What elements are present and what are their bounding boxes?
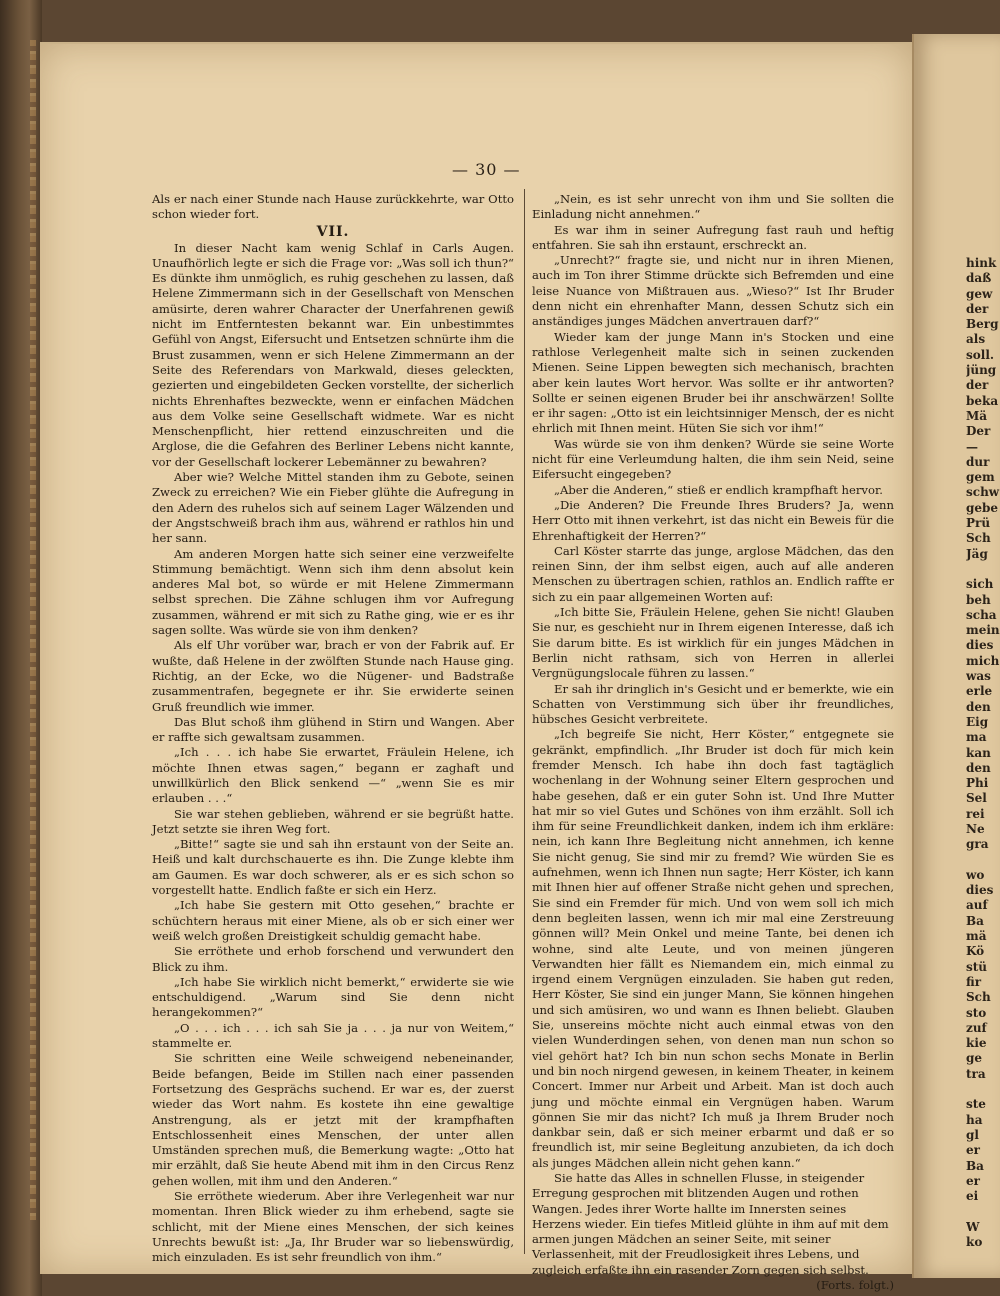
left-column xyxy=(152,192,514,1265)
paragraph: Sie erröthete und erhob forschend und verwundert den Blick zu ihm. xyxy=(152,944,514,974)
paragraph: Am anderen Morgen hatte sich seiner eine verzweifelte Stimmung bemächtigt. Wenn sich ihm denn absolut kein anderes Mal bot, so würde er mit Helene Zimmermann selbst sprechen. Die Zähne schlugen ihm vor Aufregung zusammen, während er mit sich zu Rathe ging, wie er es ihr sagen sollte. Was würde sie von ihm denken? xyxy=(152,546,514,638)
facing-page-line: kan xyxy=(966,745,991,760)
facing-page-line: scha xyxy=(966,607,997,622)
facing-page-line: fir xyxy=(966,974,982,989)
facing-page-line: beka xyxy=(966,393,999,408)
facing-page-line: er xyxy=(966,1143,980,1158)
facing-page-line: Kö xyxy=(966,944,985,959)
facing-page xyxy=(912,34,1000,1278)
facing-page-line: er xyxy=(966,1173,980,1188)
facing-page-line: wo xyxy=(966,867,985,882)
book-spine xyxy=(0,0,42,1296)
page-number: — 30 — xyxy=(452,160,521,179)
facing-page-line: stü xyxy=(966,959,988,974)
facing-page-line: — xyxy=(966,439,978,454)
facing-page-line: tra xyxy=(966,1066,986,1081)
paragraph: „Die Anderen? Die Freunde Ihres Bruders? Ja, wenn Herr Otto mit ihnen verkehrt, ist das nicht ein Beweis für die Ehrenhaftigkeit der Herren?“ xyxy=(532,497,894,543)
chapter-heading: VII. xyxy=(316,223,350,240)
last-paragraph xyxy=(532,1171,894,1293)
facing-page-line: kie xyxy=(966,1036,987,1051)
paragraph: „Ich bitte Sie, Fräulein Helene, gehen Sie nicht! Glauben Sie nur, es geschieht nur in Ihrem eigenen Interesse, daß ich Sie darum bitte. Es ist wirklich für ein junges Mädchen in Berlin nicht rathsam, sich von Herren in allerlei Vergnügungslocale führen zu lassen.“ xyxy=(532,605,894,681)
facing-page-line: ei xyxy=(966,1189,979,1204)
paragraph: „Ich begreife Sie nicht, Herr Köster,“ entgegnete sie gekränkt, empfindlich. „Ihr Bruder ist doch für mich kein fremder Mensch. Ich habe ihn doch fast tagtäglich wochenlang in der Wohnung seiner Eltern gesprochen und habe gesehen, daß er ein guter Sohn ist. Und Ihre Mutter hat mir so viel Gutes und Schönes von ihm erzählt. Soll ich ihm für seine Freundlichkeit danken, indem ich ihm erkläre: nein, ich kann Ihre Begleitung nicht annehmen, ich kenne Sie nicht genug, Sie sind mir zu fremd? Wie würden Sie es aufnehmen, wenn ich Ihnen nun sagte; Herr Köster, ich kann mit Ihnen hier auf offener Straße nicht gehen und sprechen, Sie sind ein Fremder für mich. Und von wem soll ich mich denn begleiten lassen, wenn ich mir mal eine Zerstreuung gönnen will? Mein Onkel und meine Tante, bei denen ich wohne, sind alte Leute, und von meinen jüngeren Verwandten hier fällt es Niemandem ein, mich einmal zu irgend einem Vergnügen einzuladen. Sie haben gut reden, Herr Köster, Sie sind ein junger Mann, Sie können hingehen und sich amüsiren, wo und wann es Ihnen beliebt. Glauben Sie, unsereins möchte nicht auch einmal etwas von den vielen Wunderdingen sehen, von denen man nun schon so viel gehört hat? Ich bin nun schon sechs Monate in Berlin und bin noch nirgend gewesen, in keinem Theater, in keinem Concert. Immer nur Arbeit und Arbeit. Man ist doch auch jung und möchte einmal ein Vergnügen haben. Warum gönnen Sie mir das nicht? Ich muß ja Ihrem Bruder noch dankbar sein, daß er sich meiner erbarmt und daß er so freundlich ist, mir seine Begleitung anzubieten, da ich doch als junges Mädchen allein nicht gehen kann.“ xyxy=(532,727,894,1170)
facing-page-line: Der xyxy=(966,424,991,439)
facing-page-line: der xyxy=(966,301,989,316)
facing-page-line: als xyxy=(966,332,986,347)
opening-paragraph: Als er nach einer Stunde nach Hause zurückkehrte, war Otto schon wieder fort. xyxy=(152,192,514,222)
facing-page-line: Phi xyxy=(966,776,989,791)
paragraph: „Unrecht?“ fragte sie, und nicht nur in ihren Mienen, auch im Ton ihrer Stimme drückte sich Befremden und eine leise Nuance von Mißtrauen aus. „Wieso?“ Ist Ihr Bruder denn nicht ein ehrenhafter Mann, dessen Schutz sich ein anständiges junges Mädchen anvertrauen darf?“ xyxy=(532,253,894,329)
facing-page-line xyxy=(966,1204,1000,1219)
right-column xyxy=(532,192,894,1293)
facing-page-line: Sel xyxy=(966,791,987,806)
facing-page-line: soll. xyxy=(966,347,995,362)
facing-page-line: Ba xyxy=(966,913,984,928)
column-divider xyxy=(524,189,525,1254)
facing-page-line: daß xyxy=(966,271,992,286)
paragraph: Aber wie? Welche Mittel standen ihm zu Gebote, seinen Zweck zu erreichen? Wie ein Fieber glühte die Aufregung in den Adern des ruhelos sich auf seinem Lager Wälzenden und der Angstschweiß brach ihm aus, während er rathlos hin und her sann. xyxy=(152,470,514,546)
facing-page-line: Sch xyxy=(966,531,991,546)
facing-page-line: sto xyxy=(966,1005,987,1020)
paragraph: Das Blut schoß ihm glühend in Stirn und Wangen. Aber er raffte sich gewaltsam zusammen. xyxy=(152,714,514,745)
paragraph: Sie schritten eine Weile schweigend nebeneinander, Beide befangen, Beide im Stillen nach einer passenden Fortsetzung des Gesprächs suchend. Er war es, der zuerst wieder das Wort nahm. Es kostete ihn eine gewaltige Anstrengung, als er jetzt mit der krampfhaften Entschlossenheit eines Menschen, der unter allen Umständen sprechen muß, die Bemerkung wagte: „Otto hat mir erzählt, daß Sie heute Abend mit ihm in den Circus Renz gehen wollen, mit ihm und den Anderen.“ xyxy=(152,1051,514,1188)
facing-page-line: rei xyxy=(966,806,985,821)
facing-page-line: auf xyxy=(966,898,988,913)
facing-page-line: Mä xyxy=(966,408,988,423)
facing-page-line: zuf xyxy=(966,1020,987,1035)
paragraph: Als elf Uhr vorüber war, brach er von der Fabrik auf. Er wußte, daß Helene in der zwölften Stunde nach Hause ging. Richtig, an der Ecke, wo die Nügener- und Badstraße zusammentrafen, begegnete er ihr. Sie erwiderte seinen Gruß freundlich wie immer. xyxy=(152,638,514,714)
facing-page-line: W xyxy=(966,1219,980,1234)
facing-page-line: dies xyxy=(966,638,994,653)
paragraph: Carl Köster starrte das junge, arglose Mädchen, das den reinen Sinn, der ihm selbst eigen, auch auf alle anderen Menschen zu übertragen schien, rathlos an. Endlich raffte er sich zu ein paar allgemeinen Worten auf: xyxy=(532,543,894,604)
facing-page-line: Prü xyxy=(966,516,991,531)
facing-page-line: den xyxy=(966,699,991,714)
facing-page-line: Ne xyxy=(966,821,985,836)
facing-page-line: der xyxy=(966,378,989,393)
facing-page-line: Sch xyxy=(966,990,991,1005)
paragraph: „Ich . . . ich habe Sie erwartet, Fräulein Helene, ich möchte Ihnen etwas sagen,“ begann er zaghaft und unwillkürlich den Blick senkend —“ „wenn Sie es mir erlauben . . .“ xyxy=(152,745,514,806)
facing-page-line: mein xyxy=(966,623,1000,638)
paragraph: Wieder kam der junge Mann in's Stocken und eine rathlose Verlegenheit malte sich in seinen zuckenden Mienen. Seine Lippen bewegten sich mechanisch, brachten aber kein lautes Wort hervor. Was sollte er ihr antworten? Sollte er seinen eigenen Bruder bei ihr anschwärzen! Sollte er ihr sagen: „Otto ist ein leichtsinniger Mensch, der es nicht ehrlich mit Ihnen meint. Hüten Sie sich vor ihm!“ xyxy=(532,329,894,436)
facing-page-line: schw xyxy=(966,485,1000,500)
facing-page-line: ste xyxy=(966,1097,986,1112)
facing-page-line: gra xyxy=(966,837,989,852)
facing-page-line: Ba xyxy=(966,1158,984,1173)
paragraph: „Nein, es ist sehr unrecht von ihm und Sie sollten die Einladung nicht annehmen.“ xyxy=(532,192,894,222)
facing-page-line: jüng xyxy=(966,363,997,378)
facing-page-line: beh xyxy=(966,592,991,607)
paragraph: „Ich habe Sie wirklich nicht bemerkt,“ erwiderte sie wie entschuldigend. „Warum sind Sie denn nicht herangekommen?“ xyxy=(152,974,514,1020)
facing-page-line: mich xyxy=(966,653,1000,668)
facing-page-line: ha xyxy=(966,1112,983,1127)
facing-page-line: gem xyxy=(966,470,995,485)
facing-page-line: sich xyxy=(966,577,994,592)
facing-page-line: ko xyxy=(966,1235,983,1249)
book-page xyxy=(40,42,912,1293)
paragraph: „Bitte!“ sagte sie und sah ihn erstaunt von der Seite an. Heiß und kalt durchschauerte es ihn. Die Zunge klebte ihm am Gaumen. Es war doch schwerer, als er es sich schon so vorgestellt hatte. Endlich faßte er sich ein Herz. xyxy=(152,837,514,898)
facing-page-line: ge xyxy=(966,1051,983,1066)
facing-page-line: ma xyxy=(966,730,987,745)
facing-page-line: Eig xyxy=(966,714,989,729)
facing-page-line: Jäg xyxy=(966,546,988,561)
facing-page-line: Berg xyxy=(966,317,999,332)
facing-page-line xyxy=(966,562,1000,577)
facing-page-line: den xyxy=(966,760,991,775)
facing-page-line: gebe xyxy=(966,500,999,515)
paragraph: Sie erröthete wiederum. Aber ihre Verlegenheit war nur momentan. Ihren Blick wieder zu ihm erhebend, sagte sie schlicht, mit der Miene eines Menschen, der sich keines Unrechts bewußt ist: „Ja, Ihr Bruder war so liebenswürdig, mich einzuladen. Es ist sehr freundlich von ihm.“ xyxy=(152,1189,514,1265)
facing-page-line: was xyxy=(966,669,991,684)
facing-page-line: hink xyxy=(966,256,997,270)
paragraph-text: Sie hatte das Alles in schnellen Flusse, in steigender Erregung gesprochen mit blitzenden Augen und rothen Wangen. Jedes ihrer Worte hallte im Innersten seines Herzens wieder. Ein tiefes Mitleid glühte in ihm auf mit dem armen jungen Mädchen an seiner Seite, mit seiner Verlassenheit, mit der Freudlosigkeit ihres Lebens, und zugleich erfaßte ihn ein rasender Zorn gegen sich selbst. xyxy=(532,1171,889,1277)
continuation-note: (Forts. folgt.) xyxy=(816,1278,894,1293)
paragraph: „O . . . ich . . . ich sah Sie ja . . . ja nur von Weitem,“ stammelte er. xyxy=(152,1020,514,1051)
paragraph: „Ich habe Sie gestern mit Otto gesehen,“ brachte er schüchtern heraus mit einer Miene, als ob er sich einer wer weiß welch großen Dreistigkeit schuldig gemacht habe. xyxy=(152,898,514,943)
facing-page-line xyxy=(966,853,1000,868)
facing-page-line: mä xyxy=(966,929,987,944)
paragraph: Was würde sie von ihm denken? Würde sie seine Worte nicht für eine Verleumdung halten, die ihm sein Neid, seine Eifersucht eingegeben? xyxy=(532,436,894,482)
facing-page-text xyxy=(966,256,1000,1250)
paragraph: Er sah ihr dringlich in's Gesicht und er bemerkte, wie ein Schatten von Verstimmung sich über ihr freundliches, hübsches Gesicht verbreitete. xyxy=(532,681,894,727)
paragraph: „Aber die Anderen,“ stieß er endlich krampfhaft hervor. xyxy=(554,482,883,497)
facing-page-line xyxy=(966,1082,1000,1097)
facing-page-line: gl xyxy=(966,1127,979,1142)
paragraph: Es war ihm in seiner Aufregung fast rauh und heftig entfahren. Sie sah ihn erstaunt, erschreckt an. xyxy=(532,222,894,252)
facing-page-line: dies xyxy=(966,883,994,898)
facing-page-line: erle xyxy=(966,684,993,699)
facing-page-line: dur xyxy=(966,454,990,469)
paragraph: Sie war stehen geblieben, während er sie begrüßt hatte. Jetzt setzte sie ihren Weg fort. xyxy=(152,806,514,836)
paragraph: In dieser Nacht kam wenig Schlaf in Carls Augen. Unaufhörlich legte er sich die Frage vor: „Was soll ich thun?“ Es dünkte ihm unmöglich, es ruhig geschehen zu lassen, daß Helene Zimmermann sich in der Gesellschaft von Menschen amüsirte, deren wahrer Character der Unerfahrenen gewiß nicht im Entferntesten bekannt war. Ein unbestimmtes Gefühl von Angst, Eifersucht und Entsetzen schnürte ihm die Brust zusammen, wenn er sich Helene Zimmermann an der Seite des Referendars von Markwald, dieses geleckten, gezierten und eingebildeten Gecken vorstellte, der sicherlich nichts Ehrenhaftes bezweckte, wenn er einfachen Mädchen aus dem Volke seine Gesellschaft widmete. War es nicht Menschenpflicht, hier rettend einzuschreiten und die Arglose, die die Gefahren des Berliner Lebens nicht kannte, vor der Gesellschaft lockerer Lebemänner zu bewahren? xyxy=(152,240,514,469)
facing-page-line: gew xyxy=(966,286,993,301)
